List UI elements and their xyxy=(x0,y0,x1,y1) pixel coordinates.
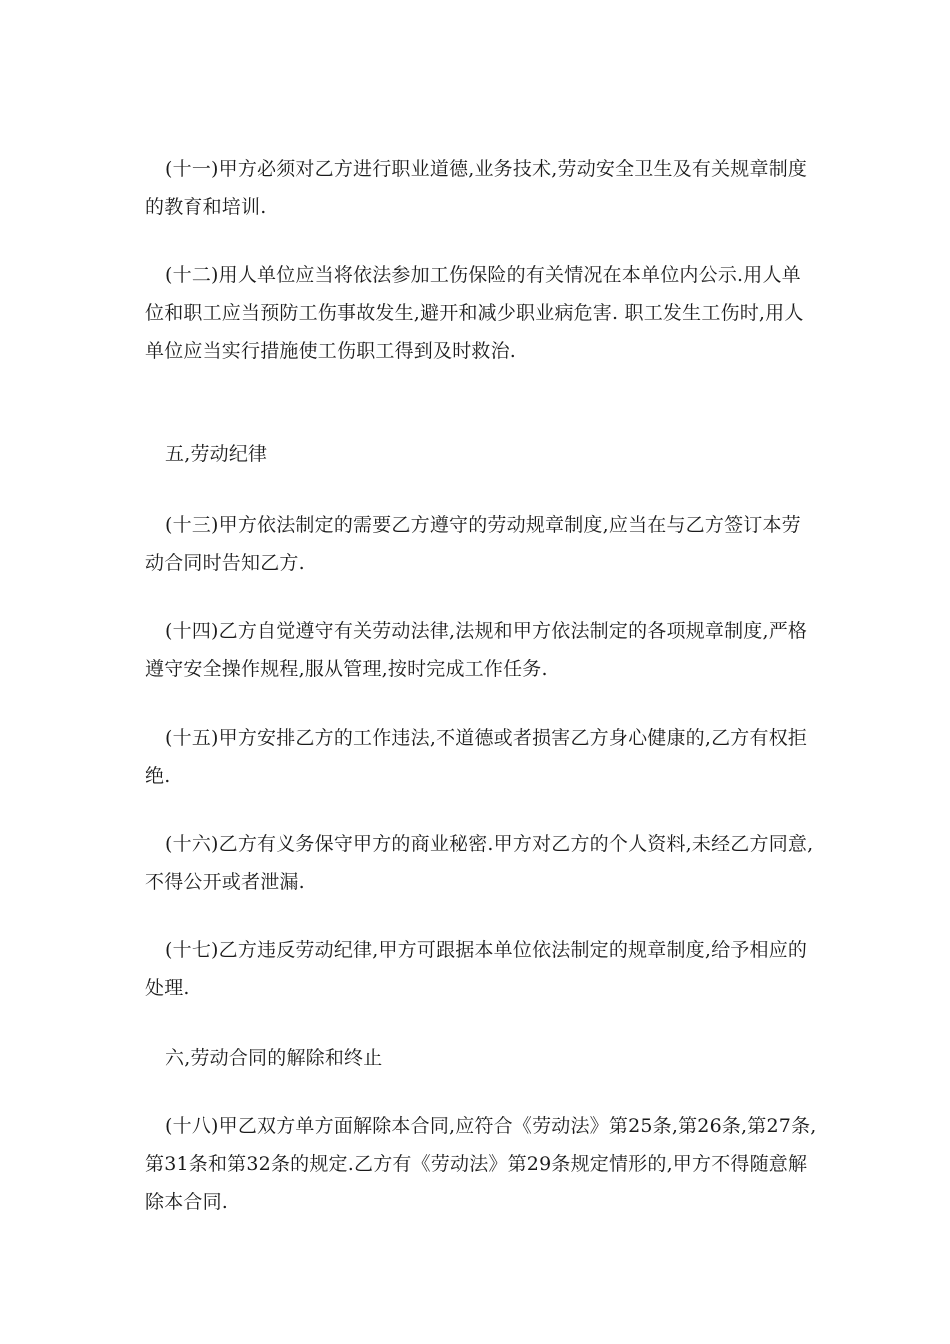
clause-16-paragraph: (十六)乙方有义务保守甲方的商业秘密.甲方对乙方的个人资料,未经乙方同意,不得公开或者泄漏. xyxy=(145,833,814,893)
section-6-heading: 六,劳动合同的解除和终止 xyxy=(165,1047,383,1069)
clause-14-paragraph: (十四)乙方自觉遵守有关劳动法律,法规和甲方依法制定的各项规章制度,严格遵守安全操作规程,服从管理,按时完成工作任务. xyxy=(145,620,808,680)
section-5-heading: 五,劳动纪律 xyxy=(165,443,268,465)
clause-12-paragraph: (十二)用人单位应当将依法参加工伤保险的有关情况在本单位内公示.用人单位和职工应当预防工伤事故发生,避开和减少职业病危害. 职工发生工伤时,用人单位应当实行措施使工伤职工得到及时救治. xyxy=(145,264,804,362)
clause-18-paragraph: (十八)甲乙双方单方面解除本合同,应符合《劳动法》第25条,第26条,第27条,第31条和第32条的规定.乙方有《劳动法》第29条规定情形的,甲方不得随意解除本合同. xyxy=(145,1115,817,1213)
clause-11-paragraph: (十一)甲方必须对乙方进行职业道德,业务技术,劳动安全卫生及有关规章制度的教育和培训. xyxy=(145,158,808,218)
clause-15-paragraph: (十五)甲方安排乙方的工作违法,不道德或者损害乙方身心健康的,乙方有权拒绝. xyxy=(145,727,808,787)
clause-17-paragraph: (十七)乙方违反劳动纪律,甲方可跟据本单位依法制定的规章制度,给予相应的处理. xyxy=(145,939,808,999)
clause-13-paragraph: (十三)甲方依法制定的需要乙方遵守的劳动规章制度,应当在与乙方签订本劳动合同时告知乙方. xyxy=(145,514,801,574)
